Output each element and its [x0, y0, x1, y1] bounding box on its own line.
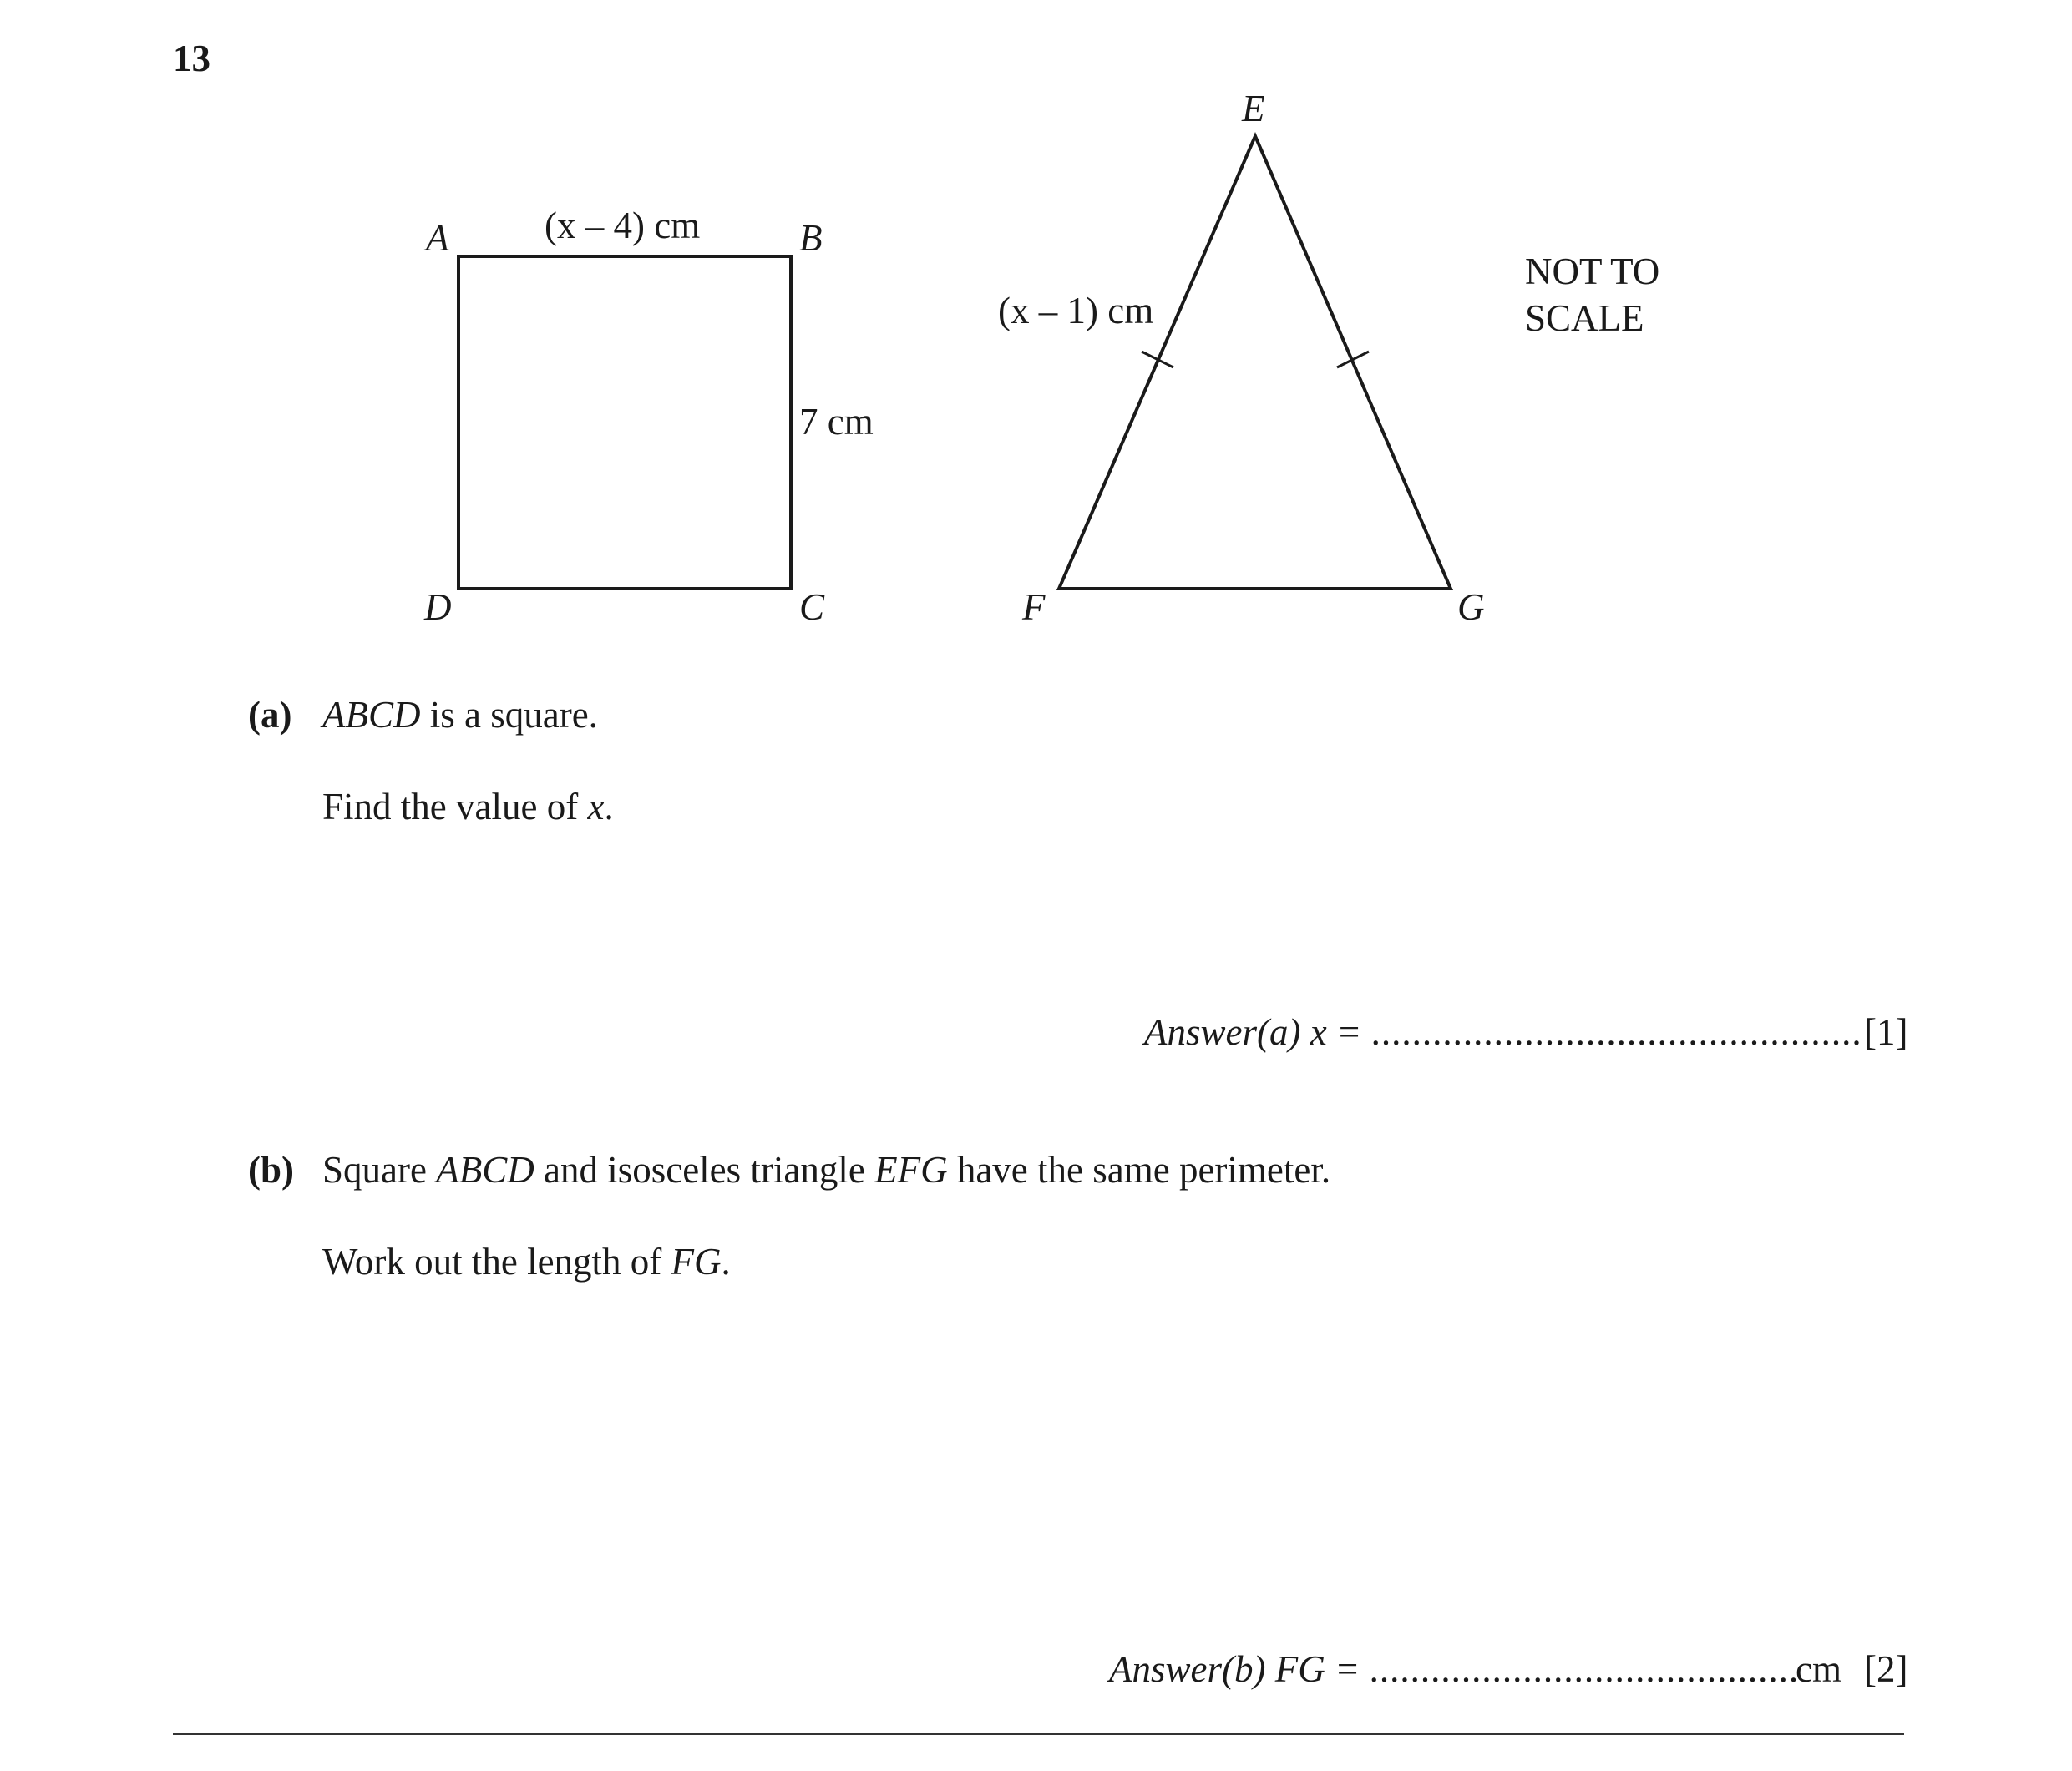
vertex-c-label: C	[799, 586, 825, 628]
statement-part-5: have the same perimeter.	[947, 1149, 1331, 1191]
answer-b-label: Answer(b) FG =	[1109, 1648, 1360, 1690]
answer-a-blank[interactable]: ................................................	[1370, 1011, 1862, 1053]
not-to-scale-line2: SCALE	[1525, 297, 1644, 339]
side-ab-label: (x – 4) cm	[545, 205, 701, 246]
question-number: 13	[173, 38, 210, 79]
variable-x: x	[587, 786, 605, 827]
vertex-b-label: B	[799, 217, 823, 259]
vertex-g-label: G	[1457, 586, 1485, 628]
answer-a-label: Answer(a) x =	[1144, 1011, 1362, 1053]
instruction-text: Find the value of	[322, 786, 588, 827]
statement-part-3: and isosceles triangle	[534, 1149, 875, 1191]
part-a-statement	[322, 693, 598, 736]
instruction-end: .	[604, 786, 614, 827]
part-b-statement	[322, 1148, 1330, 1192]
side-bc-label: 7 cm	[799, 401, 874, 443]
segment-fg: FG	[671, 1241, 722, 1283]
answer-a-line[interactable]	[1144, 1010, 1862, 1054]
statement-text: is a square.	[420, 694, 598, 736]
part-b-label: (b)	[248, 1149, 294, 1191]
instruction-end: .	[721, 1241, 731, 1283]
part-a-instruction	[322, 785, 614, 828]
part-b-marks: [2]	[1864, 1648, 1908, 1690]
part-a-marks: [1]	[1864, 1011, 1908, 1053]
answer-b-unit: cm	[1796, 1648, 1841, 1690]
not-to-scale-line1: NOT TO	[1525, 250, 1660, 292]
answer-b-blank[interactable]: ..........................................	[1369, 1648, 1800, 1690]
square-abcd	[458, 256, 791, 589]
side-ef-label: (x – 1) cm	[998, 290, 1154, 331]
part-b-instruction	[322, 1240, 731, 1283]
triangle-efg	[1059, 136, 1451, 589]
triangle-name: EFG	[874, 1149, 948, 1191]
answer-b-line[interactable]	[1109, 1647, 1799, 1691]
vertex-f-label: F	[1022, 586, 1046, 628]
geometry-diagram	[0, 0, 2072, 685]
vertex-e-label: E	[1242, 88, 1265, 129]
part-a-label: (a)	[248, 694, 292, 736]
statement-part-1: Square	[322, 1149, 437, 1191]
instruction-text: Work out the length of	[322, 1241, 671, 1283]
square-name: ABCD	[322, 694, 421, 736]
square-name: ABCD	[436, 1149, 534, 1191]
vertex-d-label: D	[424, 586, 452, 628]
vertex-a-label: A	[426, 217, 449, 259]
page-bottom-rule	[173, 1733, 1904, 1735]
